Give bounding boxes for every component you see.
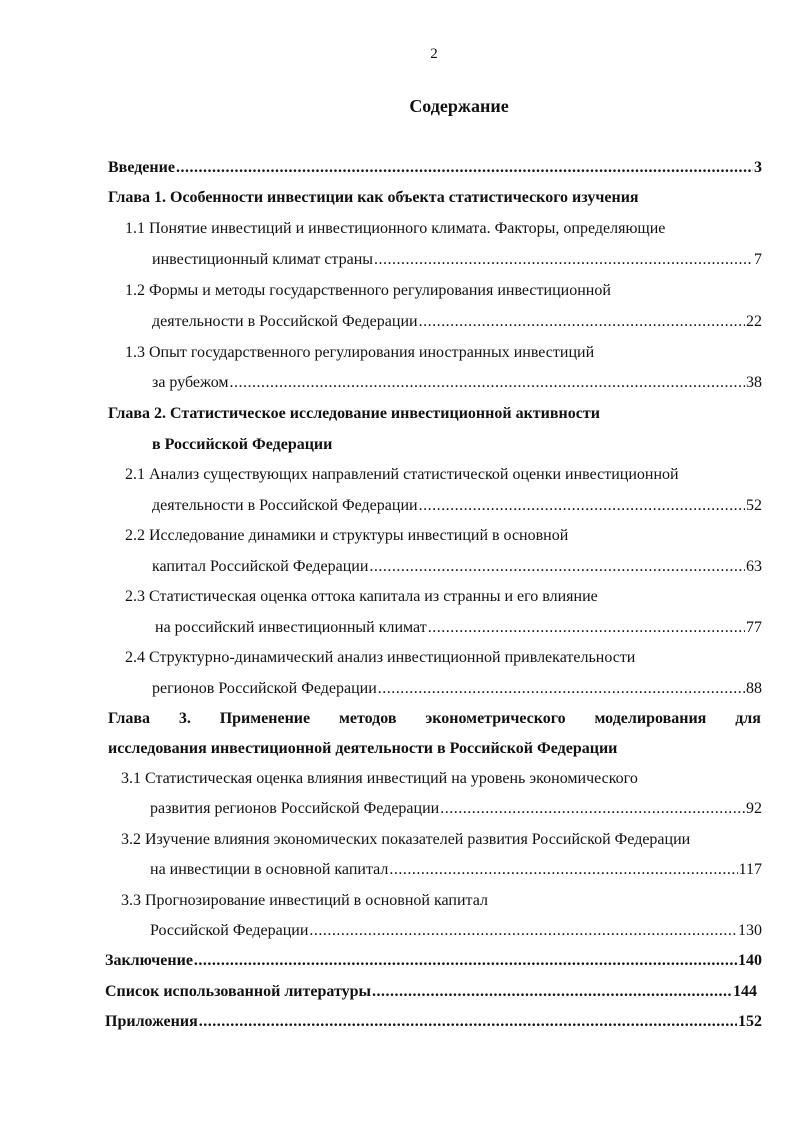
toc-section-3-3[interactable] [150, 919, 762, 943]
toc-entry-appendix[interactable] [105, 1010, 762, 1034]
toc-entry-label: Приложения [105, 1013, 198, 1030]
toc-chapter-3-line2[interactable]: исследования инвестиционной деятельности в Российской Федерации [108, 740, 618, 757]
toc-section-2-1[interactable] [152, 494, 762, 518]
dot-leader [378, 677, 745, 701]
toc-entry-label: деятельности в Российской Федерации [152, 497, 418, 514]
toc-entry-label: регионов Российской Федерации [152, 680, 377, 697]
toc-entry-label: инвестиционный климат страны [152, 251, 374, 268]
chapter-3-word: методов [338, 710, 397, 727]
toc-entry-label: Список использованной литературы [105, 983, 371, 1000]
dot-leader [230, 371, 745, 395]
toc-page-number: 152 [738, 1013, 762, 1030]
toc-page-number: 92 [746, 800, 762, 817]
dot-leader [419, 494, 745, 518]
toc-section-3-1-line1[interactable]: 3.1 Статистическая оценка влияния инвестиций на уровень экономического [121, 770, 638, 787]
toc-page-number: 88 [746, 680, 762, 697]
chapter-3-word: моделирования [594, 710, 707, 727]
toc-entry-label: на инвестиции в основной капитал [150, 861, 389, 878]
dot-leader [440, 797, 745, 821]
toc-entry-introduction[interactable] [108, 156, 762, 180]
dot-leader [194, 949, 737, 973]
toc-page-number: 7 [754, 251, 762, 268]
toc-page-number: 130 [738, 922, 762, 939]
chapter-3-word: для [735, 710, 761, 727]
toc-section-2-4-line1[interactable]: 2.4 Структурно-динамический анализ инвестиционной привлекательности [125, 649, 636, 666]
toc-entry-label: Заключение [105, 952, 193, 969]
toc-chapter-3-line1[interactable] [108, 707, 761, 731]
toc-page-number: 3 [754, 159, 762, 176]
toc-section-2-4[interactable] [152, 677, 762, 701]
toc-page-number: 117 [738, 861, 762, 878]
toc-entry-label: развития регионов Российской Федерации [150, 800, 440, 817]
toc-page-number: 77 [746, 619, 762, 636]
toc-section-2-2-line1[interactable]: 2.2 Исследование динамики и структуры инвестиций в основной [125, 527, 569, 544]
toc-section-1-1[interactable] [152, 248, 762, 272]
toc-section-3-1[interactable] [150, 797, 762, 821]
toc-page-number: 52 [746, 497, 762, 514]
toc-section-1-3[interactable] [152, 371, 762, 395]
dot-leader [428, 616, 745, 640]
toc-chapter-2-line2[interactable]: в Российской Федерации [152, 436, 333, 453]
toc-section-3-2-line1[interactable]: 3.2 Изучение влияния экономических показателей развития Российской Федерации [121, 831, 691, 848]
toc-entry-label: Введение [108, 159, 175, 176]
toc-page-number: 22 [746, 313, 762, 330]
toc-entry-label: Российской Федерации [150, 922, 309, 939]
toc-section-2-3-line1[interactable]: 2.3 Статистическая оценка оттока капитала из странны и его влияние [125, 588, 598, 605]
toc-section-2-1-line1[interactable]: 2.1 Анализ существующих направлений статистической оценки инвестиционной [125, 466, 679, 483]
dot-leader [176, 156, 753, 180]
chapter-3-word: 3. [178, 710, 191, 727]
dot-leader [199, 1010, 737, 1034]
dot-leader [419, 310, 745, 334]
page-title: Содержание [409, 96, 509, 116]
dot-leader [372, 980, 732, 1004]
toc-chapter-1[interactable]: Глава 1. Особенности инвестиции как объекта статистического изучения [108, 189, 639, 206]
toc-section-1-2-line1[interactable]: 1.2 Формы и методы государственного регулирования инвестиционной [125, 282, 611, 299]
dot-leader [309, 919, 737, 943]
toc-section-1-2[interactable] [152, 310, 762, 334]
dot-leader [369, 555, 745, 579]
chapter-3-word: эконометрического [425, 710, 566, 727]
toc-entry-label: на российский инвестиционный климат [155, 619, 427, 636]
toc-page-number: 63 [746, 558, 762, 575]
toc-section-1-1-line1[interactable]: 1.1 Понятие инвестиций и инвестиционного климата. Факторы, определяющие [125, 220, 666, 237]
toc-entry-conclusion[interactable] [105, 949, 762, 973]
toc-entry-references[interactable] [105, 980, 757, 1004]
toc-entry-label: деятельности в Российской Федерации [152, 313, 418, 330]
toc-page-number: 38 [746, 374, 762, 391]
chapter-3-word: Глава [108, 710, 150, 727]
toc-entry-label: капитал Российской Федерации [152, 558, 369, 575]
toc-section-3-2[interactable] [150, 858, 762, 882]
toc-page-number: 144 [733, 983, 757, 1000]
page-number: 2 [430, 46, 438, 62]
dot-leader [389, 858, 737, 882]
toc-section-3-3-line1[interactable]: 3.3 Прогнозирование инвестиций в основной капитал [121, 892, 488, 909]
dot-leader [374, 248, 753, 272]
toc-section-1-3-line1[interactable]: 1.3 Опыт государственного регулирования иностранных инвестиций [125, 344, 595, 361]
toc-section-2-3[interactable] [155, 616, 762, 640]
toc-page-number: 140 [738, 952, 762, 969]
toc-chapter-2-line1[interactable]: Глава 2. Статистическое исследование инвестиционной активности [108, 405, 600, 422]
toc-entry-label: за рубежом [152, 374, 229, 391]
chapter-3-word: Применение [219, 710, 311, 727]
toc-section-2-2[interactable] [152, 555, 762, 579]
